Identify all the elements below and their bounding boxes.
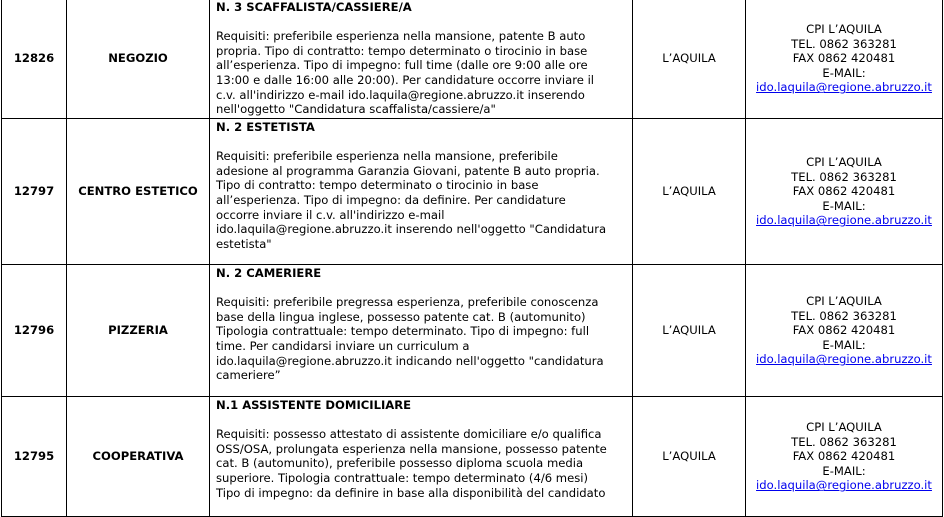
job-city: L’AQUILA	[633, 0, 746, 119]
job-id: 12826	[2, 0, 67, 119]
job-description-cell	[210, 397, 633, 517]
contact-office: CPI L’AQUILA	[806, 420, 882, 435]
job-id: 12797	[2, 119, 67, 265]
job-requirements: Requisiti: preferibile esperienza nella mansione, patente B auto propria. Tipo di contratto: tempo determinato o tirocinio in base all’esperienza. Tipo di impegno: full time (dalle ore 9:00 alle ore 13:00 e dalle 16:00 alle 20:00). Per candidature occorre inviare il c.v. all'indirizzo e-mail ido.laquila@regione.abruzzo.it inserendo nell'oggetto "Candidatura scaffalista/cassiere/a"	[216, 29, 595, 117]
contact-email-link[interactable]: ido.laquila@regione.abruzzo.it	[756, 80, 932, 95]
job-title: N. 2 CAMERIERE	[216, 266, 322, 280]
contact-email-label: E-MAIL:	[822, 198, 866, 213]
contact-phone: TEL. 0862 363281	[791, 434, 897, 449]
job-category: NEGOZIO	[67, 0, 210, 119]
job-id: 12796	[2, 265, 67, 397]
contact-fax: FAX 0862 420481	[792, 449, 896, 464]
contact-fax: FAX 0862 420481	[792, 184, 896, 199]
contact-office: CPI L’AQUILA	[806, 22, 882, 37]
contact-cell	[746, 397, 943, 517]
job-requirements: Requisiti: preferibile esperienza nella mansione, preferibile adesione al programma Garanzia Giovani, patente B auto propria. Tipo di contratto: tempo determinato o tirocinio in base all’esperienza. Tipo di impegno: da definire. Per candidature occorre inviare il c.v. all'indirizzo e-mail ido.laquila@regione.abruzzo.it inserendo nell'oggetto "Candidatura estetista"	[216, 149, 607, 251]
table-row	[2, 265, 943, 397]
contact-email-label: E-MAIL:	[822, 463, 866, 478]
job-city: L’AQUILA	[633, 397, 746, 517]
job-city: L’AQUILA	[633, 119, 746, 265]
table-row	[2, 0, 943, 119]
job-description-cell	[210, 119, 633, 265]
contact-office: CPI L’AQUILA	[806, 294, 882, 309]
table-row	[2, 397, 943, 517]
job-requirements: Requisiti: possesso attestato di assistente domiciliare e/o qualifica OSS/OSA, prolungata esperienza nella mansione, possesso patente cat. B (automunito), preferibile possesso diploma scuola media superiore. Tipologia contrattuale: tempo determinato (4/6 mesi) Tipo di impegno: da definire in base alla disponibilità del candidato	[216, 427, 607, 500]
job-category: COOPERATIVA	[67, 397, 210, 517]
contact-email-link[interactable]: ido.laquila@regione.abruzzo.it	[756, 352, 932, 367]
contact-fax: FAX 0862 420481	[792, 323, 896, 338]
job-title: N. 2 ESTETISTA	[216, 120, 315, 134]
contact-phone: TEL. 0862 363281	[791, 169, 897, 184]
job-id: 12795	[2, 397, 67, 517]
job-category: PIZZERIA	[67, 265, 210, 397]
job-title: N.1 ASSISTENTE DOMICILIARE	[216, 398, 412, 412]
job-city: L’AQUILA	[633, 265, 746, 397]
job-title: N. 3 SCAFFALISTA/CASSIERE/A	[216, 0, 412, 14]
job-listings-table	[1, 0, 943, 517]
contact-email-link[interactable]: ido.laquila@regione.abruzzo.it	[756, 478, 932, 493]
contact-office: CPI L’AQUILA	[806, 155, 882, 170]
contact-email-label: E-MAIL:	[822, 65, 866, 80]
contact-email-label: E-MAIL:	[822, 337, 866, 352]
contact-phone: TEL. 0862 363281	[791, 308, 897, 323]
contact-fax: FAX 0862 420481	[792, 51, 896, 66]
contact-email-link[interactable]: ido.laquila@regione.abruzzo.it	[756, 213, 932, 228]
job-category: CENTRO ESTETICO	[67, 119, 210, 265]
job-description-cell	[210, 0, 633, 119]
contact-cell	[746, 0, 943, 119]
contact-phone: TEL. 0862 363281	[791, 36, 897, 51]
contact-cell	[746, 119, 943, 265]
job-requirements: Requisiti: preferibile pregressa esperienza, preferibile conoscenza base della lingua inglese, possesso patente cat. B (automunito) Tipologia contrattuale: tempo determinato. Tipo di impegno: full time. Per candidarsi inviare un curriculum a ido.laquila@regione.abruzzo.it indicando nell'oggetto "candidatura cameriere”	[216, 295, 604, 383]
contact-cell	[746, 265, 943, 397]
job-description-cell	[210, 265, 633, 397]
table-row	[2, 119, 943, 265]
